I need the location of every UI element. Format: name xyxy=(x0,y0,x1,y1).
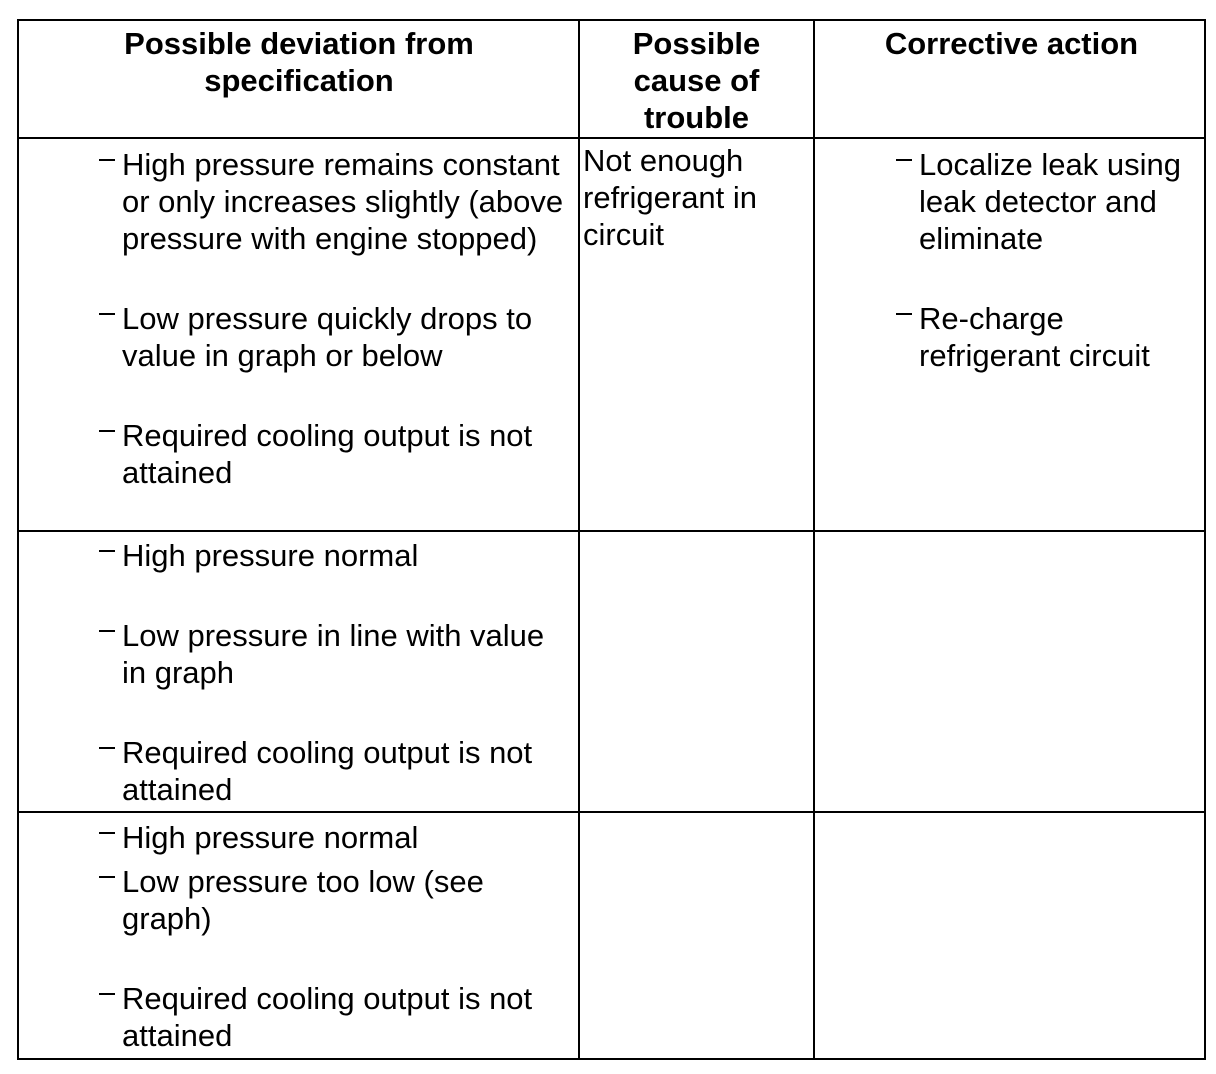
header-deviation: Possible deviation from specification xyxy=(124,26,474,98)
row-1-action-cell xyxy=(896,146,1206,374)
list-item: High pressure remains constant or only increases slightly (above pressure with engine stopped) xyxy=(99,146,574,257)
dash-bullet xyxy=(99,876,115,878)
list-item: Low pressure in line with value in graph xyxy=(99,617,574,691)
header-cause: Possible cause of trouble xyxy=(632,26,761,135)
dash-bullet xyxy=(99,430,115,432)
list-item: Required cooling output is not attained xyxy=(99,417,574,491)
dash-bullet xyxy=(896,159,912,161)
troubleshooting-table xyxy=(17,19,1206,1060)
row-divider-2 xyxy=(19,811,1204,813)
list-item: Required cooling output is not attained xyxy=(99,980,574,1054)
dash-bullet xyxy=(99,159,115,161)
column-divider-1 xyxy=(578,21,580,1058)
column-divider-2 xyxy=(813,21,815,1058)
dash-bullet xyxy=(896,313,912,315)
header-action: Corrective action xyxy=(884,26,1139,61)
list-item: Localize leak using leak detector and eliminate xyxy=(896,146,1206,257)
row-2-deviation-cell xyxy=(99,537,574,808)
list-item: Low pressure quickly drops to value in graph or below xyxy=(99,300,574,374)
dash-bullet xyxy=(99,313,115,315)
dash-bullet xyxy=(99,993,115,995)
dash-bullet xyxy=(99,747,115,749)
list-item: High pressure normal xyxy=(99,537,574,574)
list-item: High pressure normal xyxy=(99,819,574,856)
list-item: Low pressure too low (see graph) xyxy=(99,863,574,937)
row-1-deviation-cell xyxy=(99,146,574,491)
row-3-deviation-cell xyxy=(99,819,574,1054)
list-item: Required cooling output is not attained xyxy=(99,734,574,808)
row-1-cause-cell: Not enough refrigerant in circuit xyxy=(583,143,758,252)
dash-bullet xyxy=(99,550,115,552)
dash-bullet xyxy=(99,630,115,632)
dash-bullet xyxy=(99,832,115,834)
row-divider-1 xyxy=(19,530,1204,532)
list-item: Re-charge refrigerant circuit xyxy=(896,300,1206,374)
header-divider xyxy=(19,137,1204,139)
